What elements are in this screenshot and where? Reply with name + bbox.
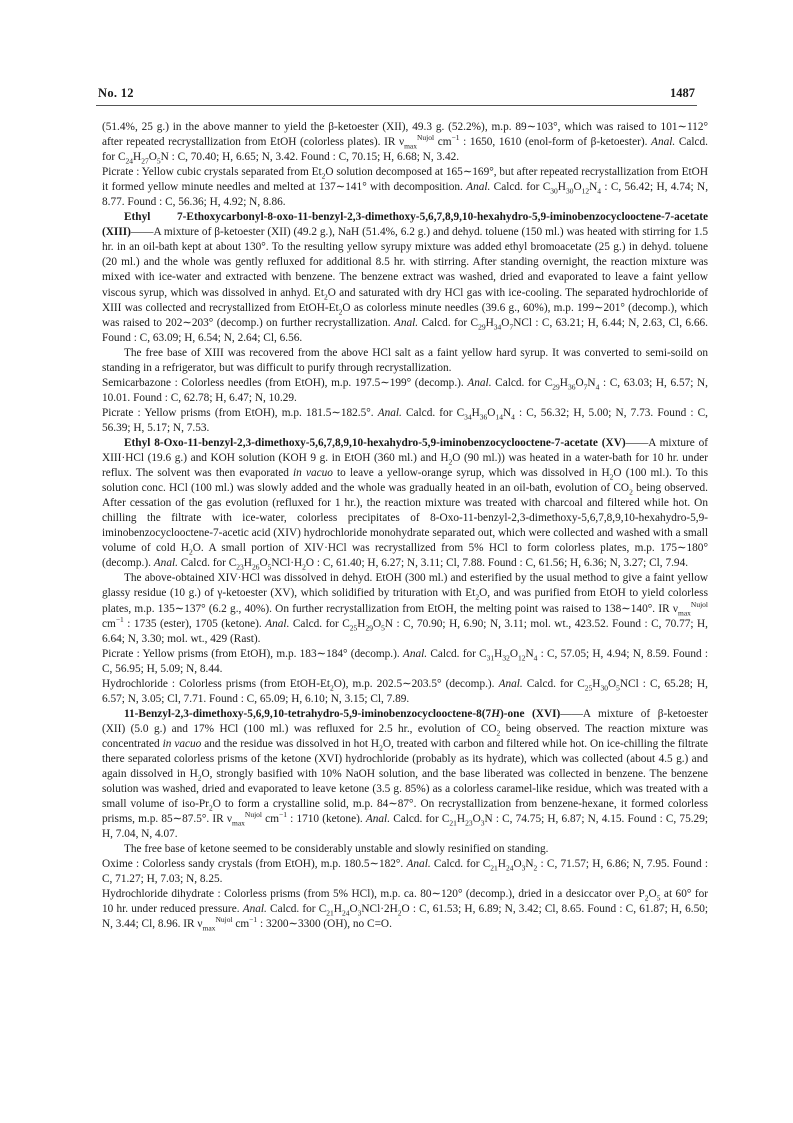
subscript: 29	[478, 321, 486, 331]
text-run: -ketoester (XII) (5.0 g.) and 17% HCl (100 ml.) was refluxed for 2.5 hr., evolution of CO	[102, 707, 709, 735]
subscript: 2	[321, 171, 326, 181]
text-run: Hydrochloride : Colorless prisms (from EtOH-Et	[102, 677, 330, 690]
compound-heading: )-one (XVI)	[499, 707, 561, 720]
text-run: O : C, 61.53; H, 6.89; N, 3.42; Cl, 8.65. Found : C, 61.87; H, 6.50; N, 3.44; Cl, 8.96. IR ν	[102, 903, 708, 931]
subscript: 7	[509, 321, 514, 331]
text-run: O	[648, 888, 657, 901]
text-run: Picrate : Yellow cubic crystals separated from Et	[102, 166, 322, 179]
subscript: 5	[616, 682, 620, 692]
subscript: 2	[629, 487, 633, 497]
text-run: : 3200∼3300 (OH), no C=O.	[257, 918, 392, 931]
text-run: H	[592, 677, 601, 690]
text-run: H	[485, 316, 494, 329]
text-run: Anal.	[153, 557, 178, 570]
text-run: Anal.	[406, 858, 431, 871]
text-run: The free base of XIII was recovered from the above HCl salt as a faint yellow hard syrup. It was converted to semi-soild on standing in a refrigerator, but was difficult to purify through recrystallization.	[102, 346, 708, 374]
text-run: O	[513, 858, 522, 871]
subscript: 4	[597, 186, 602, 196]
paragraph	[102, 346, 708, 376]
text-run: O	[607, 677, 617, 690]
paragraph	[102, 120, 708, 165]
text-run: being observed. After cessation of the gas evolution (refluxed for 1 hr.), the reaction mixture was treated with charcoal and filtered while hot. On chilling the filtrate with ice-water, colorless precipitates of 8-Oxo-11-benzyl-2,3-dimethoxy-5,6,7,8,9,10-hexahydro-5,9-iminobenzocyclooctene-7-acetic acid (XIV) hydrochloride monohydrate separated out, which were collected and washed with a small volume of cold H	[102, 482, 708, 555]
text-run: N	[525, 858, 534, 871]
superscript: −1	[451, 133, 460, 143]
text-run: O, treated with carbon and filtered while hot. On ice-chilling the filtrate there separated colorless prisms of the ketone (XVI) hydrochloride (probably as its hydrate), which was collected (about 4.5 g.) and again dissolved in H	[102, 737, 708, 781]
text-run: O (100 ml.). To this solution conc. HCl (100 ml.) was slowly added and the whole was gradually heated in an oil-bath, evolution of CO	[102, 467, 708, 495]
text-run: H	[243, 557, 252, 570]
subscript: 34	[464, 412, 472, 422]
text-run: H	[494, 647, 503, 660]
subscript: 21	[326, 908, 334, 918]
text-run: : 1710 (ketone).	[286, 813, 366, 826]
paragraph	[102, 376, 708, 406]
compound-heading: Ethyl 8-Oxo-11-benzyl-2,3-dimethoxy-5,6,7,8,9,10-hexahydro-5,9-iminobenzocyclooctene-7-acetate (XV)	[124, 436, 626, 449]
subscript: 2	[302, 562, 306, 572]
text-run: ——A mixture of	[560, 707, 658, 720]
subscript: max	[677, 607, 691, 617]
paragraph	[102, 436, 708, 571]
subscript: 23	[465, 818, 473, 828]
text-run: H	[333, 903, 342, 916]
superscript: Nujol	[244, 810, 263, 820]
subscript: 30	[600, 682, 608, 692]
text-run: Anal.	[242, 903, 267, 916]
text-run: in vacuo	[293, 467, 333, 480]
text-run: N	[525, 647, 534, 660]
text-run: Anal.	[393, 316, 419, 329]
text-run: Calcd. for C	[289, 617, 350, 630]
subscript: 29	[552, 382, 560, 392]
text-run: O : C, 61.40; H, 6.27; N, 3.11; Cl, 7.88. Found : C, 61.56; H, 6.36; N, 3.27; Cl, 7.94.	[305, 557, 689, 570]
text-run: H	[557, 181, 566, 194]
text-run: and the residue was dissolved in hot H	[201, 737, 380, 750]
subscript: max	[202, 923, 216, 933]
text-run: -ketoester).	[596, 136, 652, 149]
text-run: H	[497, 858, 506, 871]
text-run: Anal.	[265, 617, 290, 630]
text-run: : C, 56.32; H, 5.00; N, 7.73. Found : C, 56.39; H, 5.17; N, 7.53.	[102, 406, 708, 434]
text-run: Calcd. for C	[102, 136, 708, 164]
text-run: Semicarbazone : Colorless needles (from EtOH), m.p. 197.5∼199° (decomp.).	[102, 376, 468, 389]
superscript: Nujol	[215, 915, 233, 925]
text-run: The above-obtained XIV·HCl was dissolved in dehyd. EtOH (300 ml.) and esterified by the usual method to give a faint yellow glassy residue (10 g.) of	[102, 572, 708, 600]
subscript: 4	[533, 652, 538, 662]
text-run: Calcd. for C	[522, 677, 585, 690]
subscript: 21	[490, 863, 498, 873]
text-run: Anal.	[467, 376, 492, 389]
subscript: 24	[505, 863, 514, 873]
paragraph	[102, 165, 708, 210]
superscript: −1	[279, 810, 287, 820]
text-run: Hydrochloride dihydrate : Colorless prisms (from 5% HCl), m.p. ca. 80∼120° (decomp.), dried in a desiccator over P	[102, 888, 645, 901]
superscript: Nujol	[690, 599, 708, 609]
text-run: Calcd. for C	[266, 903, 327, 916]
text-run: O as colorless minute needles (39.6 g., 60%), m.p. 199∼201° (decomp.), which was raised to 202∼203° (decomp.) on further recrystallization.	[102, 301, 708, 329]
text-run: N : C, 70.40; H, 6.65; N, 3.42. Found : C, 70.15; H, 6.68; N, 3.42.	[160, 151, 460, 164]
subscript: 21	[449, 818, 457, 828]
subscript: 25	[349, 622, 358, 632]
subscript: 2	[197, 773, 202, 783]
page-number: 1487	[670, 86, 695, 100]
text-run: H	[559, 376, 568, 389]
subscript: 27	[141, 156, 149, 166]
text-run: γ	[217, 587, 223, 600]
subscript: 24	[341, 908, 350, 918]
text-run: O, and was purified from EtOH to yield colorless plates, m.p. 135∼137° (6.2 g., 40%). On further recrystallization from EtOH, the melting point was raised to 138∼140°. IR ν	[102, 587, 708, 615]
text-run: β	[328, 121, 334, 133]
subscript: 7	[583, 382, 588, 392]
text-run: -ketoester (XII) (49.2 g.), NaH (51.4%, 6.2 g.) and dehyd. toluene (150 ml.) was heated with stirring for 1.5 hr. in an oil-bath kept at about 130°. To the resulting yellow syrupy mixture was added ethyl bromoacetate (25 g.) in dehyd. toluene (20 ml.) and the whole was gently refluxed for additional 8.5 hr. with stirring. After standing overnight, the reaction mixture was mixed with ice-water and extracted with benzene. The benzene extract was washed, dried and evaporated to leave a faint yellow viscous syrup, which was dissolved in anhyd. Et	[102, 226, 708, 299]
text-run: Anal.	[377, 406, 402, 419]
text-run: O	[372, 617, 382, 630]
text-run: NCl : C, 65.28; H, 6.57; N, 3.05; Cl, 7.71. Found : C, 65.09; H, 6.10; N, 3.15; Cl, 7.89.	[102, 677, 708, 705]
text-run: O solution decomposed at 165∼169°, but after repeated recrystallization from EtOH it formed yellow minute needles and melted at 137∼141° with decomposition.	[102, 166, 708, 194]
subscript: 2	[496, 728, 501, 738]
text-run: Calcd. for C	[490, 181, 551, 194]
paragraph	[102, 571, 708, 646]
subscript: 5	[656, 893, 661, 903]
compound-heading: 11-Benzyl-2,3-dimethoxy-5,6,9,10-tetrahydro-5,9-iminobenzocyclooctene-8(7	[124, 707, 492, 720]
text-run: O to form a crystalline solid, m.p. 84∼87°. On recrystallization from benzene-hexane, it formed colorless prisms, m.p. 85∼87.5°. IR ν	[102, 798, 708, 826]
text-run: ——A mixture of	[130, 226, 215, 239]
subscript: 2	[379, 743, 383, 753]
subscript: max	[232, 818, 245, 828]
text-run: O	[575, 376, 584, 389]
text-run: N	[502, 406, 512, 419]
text-run: : C, 63.03; H, 6.57; N, 10.01. Found : C, 62.78; H, 6.47; N, 10.29.	[102, 376, 708, 404]
text-run: H	[471, 406, 480, 419]
text-run: Anal.	[466, 181, 491, 194]
text-run: O and saturated with dry HCl gas with ice-cooling. The separated hydrochloride of XIII was collected and recrystallized from EtOH-Et	[102, 286, 708, 314]
paragraph	[102, 707, 708, 842]
text-run: NCl·H	[271, 557, 303, 570]
subscript: 4	[511, 412, 515, 422]
subscript: 36	[479, 412, 488, 422]
text-run: Anal.	[651, 136, 676, 149]
subscript: 30	[550, 186, 558, 196]
superscript: −1	[115, 614, 124, 624]
paragraph	[102, 677, 708, 707]
text-run: β	[657, 707, 664, 720]
text-run: being observed. The reaction mixture was concentrated	[102, 722, 708, 750]
text-run: O	[509, 647, 518, 660]
text-run: O	[472, 813, 481, 826]
text-run: Calcd. for C	[430, 858, 491, 871]
subscript: 24	[125, 156, 134, 166]
subscript: 23	[236, 562, 244, 572]
text-run: : C, 71.57; H, 6.86; N, 7.95. Found : C, 71.27; H, 7.03; N, 8.25.	[102, 858, 708, 886]
subscript: 12	[518, 652, 526, 662]
subscript: 26	[251, 562, 260, 572]
text-run: O	[259, 557, 268, 570]
text-run: Calcd. for C	[177, 557, 237, 570]
text-run: O	[573, 181, 582, 194]
subscript: 30	[565, 186, 574, 196]
subscript: 5	[267, 562, 272, 572]
text-run: N : C, 70.90; H, 6.90; N, 3.11; mol. wt., 423.52. Found : C, 70.77; H, 6.64; N, 3.30; mol. wt., 429 (Rast).	[102, 617, 709, 645]
article-body	[102, 120, 708, 933]
text-run: : C, 57.05; H, 4.94; N, 8.59. Found : C, 56.95; H, 5.09; N, 8.44.	[102, 647, 708, 675]
subscript: max	[404, 141, 417, 151]
paragraph	[102, 406, 708, 436]
subscript: 31	[486, 652, 495, 662]
subscript: 2	[644, 893, 649, 903]
subscript: 3	[480, 818, 485, 828]
text-run: ——A mixture of XIII·HCl (19.6 g.) and KOH solution (KOH 9 g. in EtOH (360 ml.) and H	[102, 436, 708, 465]
compound-heading: Ethyl 7-Ethoxycarbonyl-8-oxo-11-benzyl-2,3-dimethoxy-5,6,7,8,9,10-hexahydro-5,9-iminobenzocyclooctene-7-acetate (XIII)	[102, 211, 708, 239]
subscript: 5	[156, 156, 161, 166]
subscript: 2	[397, 908, 402, 918]
text-run: O, strongly basified with 10% NaOH solution, and the base liberated was collected in benzene. The benzene solution was washed, dried and evaporated to leave ketone (3.5 g. 85%) as a colorless caramel-like residue, which was treated with a small volume of iso-Pr	[102, 768, 708, 811]
text-run: Calcd. for C	[401, 406, 465, 419]
subscript: 25	[584, 682, 593, 692]
subscript: 4	[595, 382, 600, 392]
text-run: Calcd. for C	[418, 316, 479, 329]
subscript: 2	[533, 863, 538, 873]
subscript: 2	[323, 291, 328, 301]
subscript: 12	[581, 186, 590, 196]
text-run: in vacuo	[162, 737, 202, 750]
text-run: N	[587, 376, 596, 389]
text-run: -ketoester (XII), 49.3 g. (52.2%), m.p. 89∼103°, which was raised to 101∼112° after repeated recrystallization from EtOH (colorless plates). IR ν	[102, 121, 708, 149]
text-run: O), m.p. 202.5∼203.5° (decomp.).	[333, 677, 499, 690]
text-run: O (90 ml.)) was heated in a water-bath for 10 hr. under reflux. The solvent was then evaporated	[102, 452, 708, 480]
subscript: 2	[330, 682, 334, 692]
paragraph	[102, 210, 708, 345]
text-run: β	[590, 136, 597, 149]
subscript: 32	[502, 652, 510, 662]
subscript: 2	[448, 457, 453, 467]
subscript: 2	[189, 547, 193, 557]
subscript: 14	[495, 412, 503, 422]
text-run: N : C, 74.75; H, 6.87; N, 4.15. Found : C, 75.29; H, 7.04, N, 4.07.	[102, 813, 708, 841]
subscript: 2	[338, 306, 343, 316]
text-run: Calcd. for C	[491, 376, 553, 389]
text-run: NCl·2H	[361, 903, 398, 916]
text-run: H	[133, 151, 142, 164]
text-run: Picrate : Yellow prisms (from EtOH), m.p. 181.5∼182.5°.	[102, 406, 378, 419]
text-run: cm	[262, 813, 279, 826]
text-run: cm	[102, 617, 116, 630]
text-run: to leave a yellow-orange syrup, which was dissolved in H	[332, 467, 610, 480]
header-rule	[96, 105, 697, 106]
text-run: Anal.	[365, 813, 391, 826]
text-run: H	[456, 813, 466, 826]
text-run: -ketoester (XV), which solidified by trituration with Et	[222, 587, 476, 600]
subscript: 2	[609, 472, 614, 482]
text-run: O	[148, 151, 157, 164]
subscript: 3	[521, 863, 526, 873]
text-run: N	[589, 181, 598, 194]
issue-number: No. 12	[98, 86, 134, 100]
text-run: : 1735 (ester), 1705 (ketone).	[123, 617, 266, 630]
text-run: Anal.	[402, 647, 428, 660]
paragraph	[102, 647, 708, 677]
text-run: O	[349, 903, 358, 916]
subscript: 34	[493, 321, 502, 331]
text-run: Calcd. for C	[427, 647, 487, 660]
subscript: 36	[567, 382, 576, 392]
paragraph	[102, 842, 708, 857]
text-run: H	[357, 617, 366, 630]
text-run: cm	[232, 918, 250, 931]
subscript: 2	[208, 803, 213, 813]
text-run: : C, 56.42; H, 4.74; N, 8.77. Found : C, 56.36; H, 4.92; N, 8.86.	[102, 181, 709, 209]
text-run: Oxime : Colorless sandy crystals (from EtOH), m.p. 180.5∼182°.	[102, 858, 407, 871]
subscript: 29	[365, 622, 373, 632]
text-run: O	[487, 406, 496, 419]
subscript: 5	[381, 622, 385, 632]
superscript: Nujol	[417, 133, 435, 143]
subscript: 2	[475, 592, 480, 602]
subscript: 3	[357, 908, 362, 918]
text-run: O	[501, 316, 510, 329]
text-run: NCl : C, 63.21; H, 6.44; N, 2.63, Cl, 6.66. Found : C, 63.09; H, 6.54; N, 2.64; Cl, 6.56.	[102, 316, 708, 344]
superscript: −1	[249, 915, 258, 925]
text-run: cm	[434, 136, 452, 149]
text-run: Picrate : Yellow prisms (from EtOH), m.p. 183∼184° (decomp.).	[102, 647, 403, 660]
paragraph	[102, 887, 708, 932]
text-run: β	[214, 226, 220, 239]
paragraph	[102, 857, 708, 887]
text-run: (51.4%, 25 g.) in the above manner to yield the	[102, 121, 329, 133]
text-run: Anal.	[498, 677, 523, 690]
text-run: at 60° for 10 hr. under reduced pressure.	[102, 888, 708, 916]
text-run: O. A small portion of XIV·HCl was recrystallized from 5% HCl to form colorless plates, m.p. 175∼180° (decomp.).	[102, 542, 708, 570]
text-run: : 1650, 1610 (enol-form of	[459, 136, 591, 149]
compound-heading: H	[491, 707, 500, 720]
text-run: Calcd. for C	[390, 813, 450, 826]
text-run: The free base of ketone seemed to be considerably unstable and slowly resinified on standing.	[124, 843, 549, 856]
